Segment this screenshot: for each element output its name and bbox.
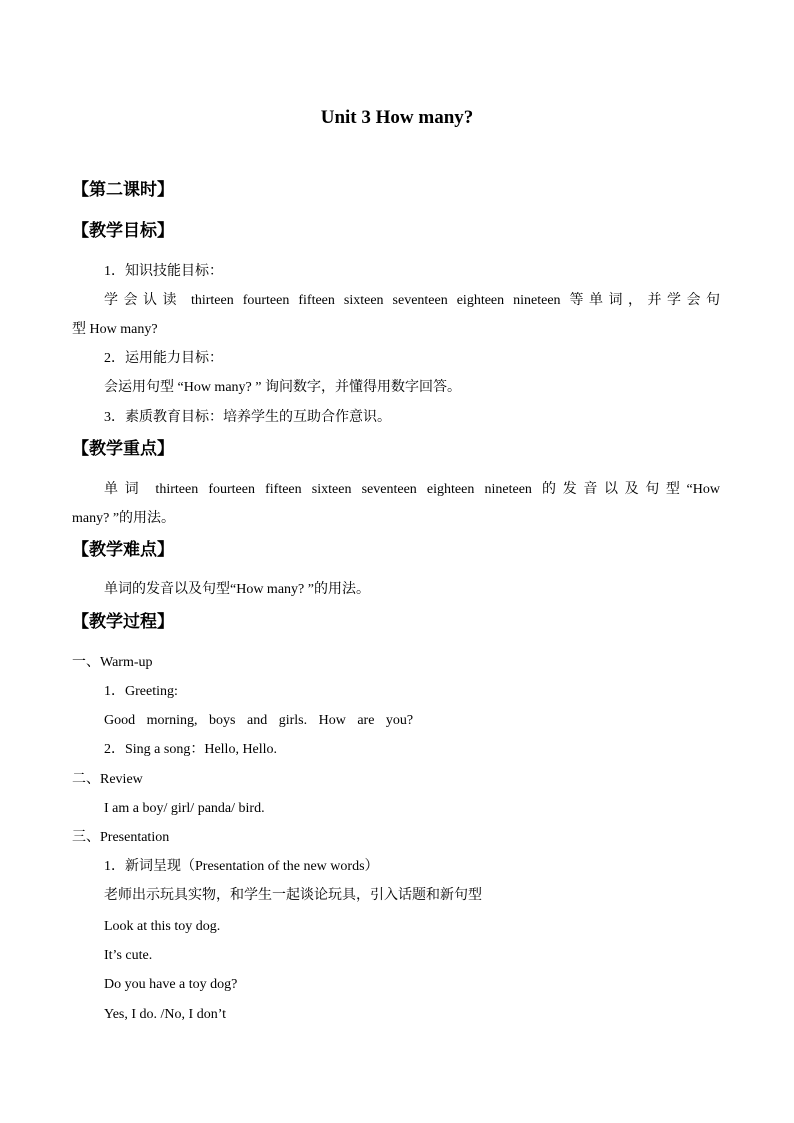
goal-2-text: 会运用句型 “How many? ” 询问数字，并懂得用数字回答。 — [104, 380, 461, 395]
section-heading-key-points: 【教学重点】 — [72, 439, 174, 459]
process-step-3-1-text: 老师出示玩具实物，和学生一起谈论玩具，引入话题和新句型 — [104, 888, 482, 903]
process-step-3: 三、Presentation — [72, 830, 170, 845]
page-title: Unit 3 How many? — [320, 107, 474, 128]
section-heading-lesson: 【第二课时】 — [72, 180, 174, 200]
process-step-2: 二、Review — [72, 772, 143, 787]
key-points-line1: 单词 thirteen fourteen fifteen sixteen seventeen eighteen nineteen 的发音以及句型“How — [104, 482, 720, 497]
process-step-3-1: 1．新词呈现（Presentation of the new words） — [104, 859, 379, 874]
key-points-line2: many? ”的用法。 — [72, 511, 176, 526]
section-heading-process: 【教学过程】 — [72, 612, 174, 632]
goal-2-title: 2．运用能力目标： — [104, 351, 223, 366]
goal-3-text: 3．素质教育目标：培养学生的互助合作意识。 — [104, 410, 391, 425]
process-step-1-1-text: Good morning, boys and girls. How are you? — [104, 713, 414, 728]
process-step-2-text: I am a boy/ girl/ panda/ bird. — [104, 801, 265, 816]
dialogue-line-1: Look at this toy dog. — [104, 919, 221, 934]
section-heading-goals: 【教学目标】 — [72, 221, 174, 241]
dialogue-line-2: It’s cute. — [104, 948, 153, 963]
goal-1-text-line1: 学会认读 thirteen fourteen fifteen sixteen seventeen eighteen nineteen 等单词，并学会句 — [104, 293, 720, 308]
dialogue-line-4: Yes, I do. /No, I don’t — [104, 1007, 226, 1022]
goal-1-text-line2: 型 How many? — [72, 322, 158, 337]
process-step-1-2: 2．Sing a song：Hello, Hello. — [104, 742, 278, 757]
section-heading-difficulties: 【教学难点】 — [72, 540, 174, 560]
process-step-1-1: 1．Greeting: — [104, 684, 178, 699]
dialogue-line-3: Do you have a toy dog? — [104, 977, 238, 992]
goal-1-title: 1．知识技能目标： — [104, 264, 223, 279]
difficulties-text: 单词的发音以及句型“How many? ”的用法。 — [104, 582, 370, 597]
process-step-1: 一、Warm-up — [72, 655, 153, 670]
